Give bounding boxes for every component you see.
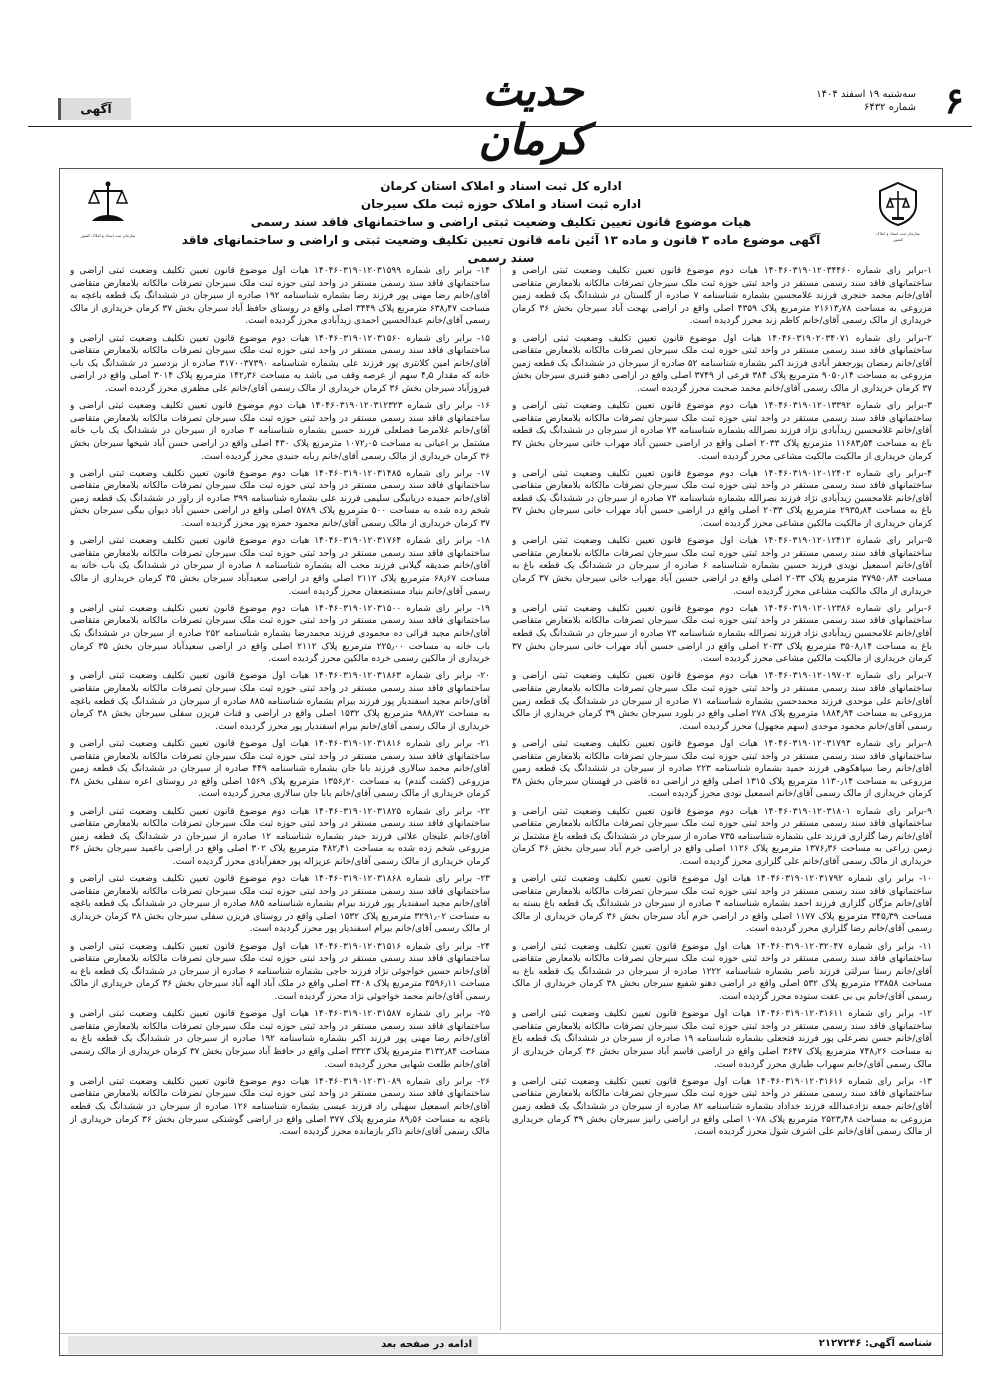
notice-title-1: اداره کل ثبت اسناد و املاک استان کرمان: [380, 179, 622, 193]
notice-entry: ۲-برابر رای شماره ۱۴۰۴۶۰۳۱۹۰۲۰۳۴۰۷۱ هیات اول موضوع قانون تعیین تکلیف وضعیت ثبتی اراضی و ساختمانهای فاقد سند رسمی مستقر در واحد ثبتی حوزه ثبت ملک سیرجان تصرفات مالکانه بلامعارض متقاضی آقای/خانم رمضان پورجعفر آبادی فرزند اکبر بشماره شناسنامه ۵۲ صادره از سیرجان در ششدانگ یک قطعه زمین مزروعی به مساحت ۹۰۵۰٫۱۴ مترمربع پلاک ۳۸۴ فرعی از ۳۷۴۹ اصلی واقع در اراضی دهنو قنبری سیرجان بخش ۳۷ کرمان خریداری از مالک رسمی آقای/خانم محمد صحبت محرز گردیده است.: [512, 333, 932, 394]
notice-columns: [70, 265, 932, 1330]
registry-emblem-left: [78, 179, 138, 245]
section-tag: آگهی: [58, 98, 131, 120]
notice-entry: ۲۲- برابر رای شماره ۱۴۰۴۶۰۳۱۹۰۱۲۰۳۱۸۲۵ هیات دوم موضوع قانون تعیین تکلیف وضعیت ثبتی اراضی و ساختمانهای فاقد سند رسمی مستقر در واحد ثبتی حوزه ثبت ملک سیرجان تصرفات مالکانه بلامعارض متقاضی آقای/خانم علیجان علائی فرزند حیدر بشماره شناسنامه ۱۲ صادره از سیرجان در ششدانگ یک قطعه زمین مزروعی شخم زده شده به مساحت ۴۸۲٫۴۱ مترمربع پلاک ۳۰۲ اصلی واقع در اراضی باغمید سیرجان بخش ۳۶ کرمان خریداری از مالک رسمی آقای/خانم عزیزاله پور جعفرآبادی محرز گردیده است.: [70, 806, 490, 867]
notice-entry: ۲۰- برابر رای شماره ۱۴۰۴۶۰۳۱۹۰۱۲۰۳۱۸۶۳ هیات اول موضوع قانون تعیین تکلیف وضعیت ثبتی اراضی و ساختمانهای فاقد سند رسمی مستقر در واحد ثبتی حوزه ثبت ملک سیرجان تصرفات مالکانه بلامعارض متقاضی آقای/خانم مجید اسفندیار پور فرزند بیرام بشماره شناسنامه ۸۸۵ صادره از سیرجان در ششدانگ یک قطعه باغچه به مساحت ۹۸۸٫۷۲ مترمربع پلاک ۱۵۳۲ اصلی واقع در اراضی و قنات فریزن سفلی سیرجان بخش ۳۸ کرمان خریداری از مالک رسمی آقای/خانم بیرام اسفندیار پور محرز گردیده است.: [70, 671, 490, 732]
newspaper-logo: حدیث کرمان: [478, 66, 588, 164]
issue-date: سه‌شنبه ۱۹ اسفند ۱۴۰۴: [816, 89, 916, 100]
notice-entry: ۱۶- برابر رای شماره ۱۴۰۴۶۰۳۱۹۰۱۲۰۳۱۲۳۲۳ هیات دوم موضوع قانون تعیین تکلیف وضعیت ثبتی اراضی و ساختمانهای فاقد سند رسمی مستقر در واحد ثبتی حوزه ثبت ملک سیرجان تصرفات مالکانه بلامعارض متقاضی آقای/خانم غلامرضا فضلعلی فرزند حسین بشماره شناسنامه ۳ صادره از سیرجان در ششدانگ یک باب خانه مشتمل بر اعیانی به مساحت ۱۰۷۲٫۰۵ مترمربع پلاک ۴۳۰ اصلی واقع در اراضی حسن آباد شیخها سیرجان بخش ۳۶ کرمان خریداری از مالک رسمی آقای/خانم ربابه جنیدی محرز گردیده است.: [70, 401, 490, 462]
notice-entry: ۱۲- برابر رای شماره ۱۴۰۴۶۰۳۱۹۰۱۲۰۳۱۶۱۱ هیات اول موضوع قانون تعیین تکلیف وضعیت ثبتی اراضی و ساختمانهای فاقد سند رسمی مستقر در واحد ثبتی حوزه ثبت ملک سیرجان تصرفات مالکانه بلامعارض متقاضی آقای/خانم حسن نصرعلی پور فرزند فتحعلی بشماره شناسنامه ۱۹ صادره از سیرجان در ششدانگ یک قطعه باغ به مساحت ۷۴۸٫۲۶ مترمربع پلاک ۳۶۴۷ اصلی واقع در اراضی قاسم آباد سیرجان بخش ۳۶ کرمان خریداری از مالک رسمی آقای/خانم سهراب طیاری محرز گردیده است.: [512, 1009, 932, 1070]
notice-entry: ۱۳- برابر رای شماره ۱۴۰۴۶۰۳۱۹۰۱۲۰۳۱۶۱۶ هیات اول موضوع قانون تعیین تکلیف وضعیت ثبتی اراضی و ساختمانهای فاقد سند رسمی مستقر در واحد ثبتی حوزه ثبت ملک سیرجان تصرفات مالکانه بلامعارض متقاضی آقای/خانم جمعه نژادعبدالله فرزند خداداد بشماره شناسنامه ۸۲ صادره از سیرجان در ششدانگ یک قطعه زمین مزروعی به مساحت ۲۵۲۳٫۴۸ مترمربع پلاک ۱۰۷۸ اصلی واقع در اراضی رانیز سیرجان بخش ۳۹ کرمان خریداری از مالک رسمی آقای/خانم علی اشرف شول محرز گردیده است.: [512, 1076, 932, 1138]
notice-column-right: [512, 265, 932, 1330]
notice-entry: ۲۶- برابر رای شماره ۱۴۰۴۶۰۳۱۹۰۱۲۰۳۱۰۸۹ هیات دوم موضوع قانون تعیین تکلیف وضعیت ثبتی اراضی و ساختمانهای فاقد سند رسمی مستقر در واحد ثبتی حوزه ثبت ملک سیرجان تصرفات مالکانه بلامعارض متقاضی آقای/خانم اسمعیل سهیلی راد فرزند عیسی بشماره شناسنامه ۱۲۶ صادره از سیرجان در ششدانگ یک قطعه باغچه به مساحت ۸۹٫۵۶ مترمربع پلاک ۳۷۷ اصلی واقع در اراضی گوشتکی سیرجان بخش ۳۶ کرمان خریداری از مالک رسمی آقای/خانم ذاکر بازمانده محرز گردیده است.: [70, 1076, 490, 1138]
notice-footer: [60, 1333, 942, 1356]
notice-entry: ۶-برابر رای شماره ۱۴۰۴۶۰۳۱۹۰۱۲۰۱۲۳۸۶ هیات دوم موضوع قانون تعیین تکلیف وضعیت ثبتی اراضی و ساختمانهای فاقد سند رسمی مستقر در واحد ثبتی حوزه ثبت ملک سیرجان تصرفات مالکانه بلامعارض متقاضی آقای/خانم غلامحسین زیدآبادی نژاد فرزند نصرالله بشماره شناسنامه ۷۳ صادره از سیرجان در ششدانگ یک قطعه باغ به مساحت ۳۵۰۸٫۱۴ مترمربع پلاک ۲۰۳۳ اصلی واقع در اراضی حسین آباد مهراب خانی سیرجان بخش ۳۷ کرمان خریداری از مالکیت مالکین مشاعی محرز گردیده است.: [512, 603, 932, 665]
notice-entry: ۱۸- برابر رای شماره ۱۴۰۴۶۰۳۱۹۰۱۲۰۳۱۷۶۴ هیات دوم موضوع قانون تعیین تکلیف وضعیت ثبتی اراضی و ساختمانهای فاقد سند رسمی مستقر در واحد ثبتی حوزه ثبت ملک سیرجان تصرفات مالکانه بلامعارض متقاضی آقای/خانم صدیقه گیلانی فرزند محب اله بشماره شناسنامه ۸ صادره از سیرجان در ششدانگ یک باب خانه به مساحت ۶۸٫۶۷ مترمربع پلاک ۲۱۱۲ اصلی واقع در اراضی سعیدآباد سیرجان بخش ۳۵ کرمان خریداری از مالک رسمی آقای/خانم بنیاد مستضعفان محرز گردیده است.: [70, 536, 490, 597]
notice-header: [60, 169, 942, 265]
issue-info: [816, 88, 916, 114]
notice-title-3: هیات موضوع قانون تعیین تکلیف وضعیت ثبتی اراضی و ساختمانهای فاقد سند رسمی: [250, 215, 752, 229]
notice-entry: ۷-برابر رای شماره ۱۴۰۴۶۰۳۱۹۰۱۲۰۱۹۷۰۲ هیات دوم موضوع قانون تعیین تکلیف وضعیت ثبتی اراضی و ساختمانهای فاقد سند رسمی مستقر در واحد ثبتی حوزه ثبت ملک سیرجان تصرفات مالکانه بلامعارض متقاضی آقای/خانم علی موحدی فرزند محمدحسن بشماره شناسنامه ۷۱ صادره از سیرجان در ششدانگ یک قطعه زمین مزروعی به مساحت ۱۸۸۴٫۹۴ مترمربع پلاک ۲۷۸ اصلی واقع در بلورد سیرجان بخش ۳۹ کرمان خریداری از مالک رسمی آقای/خانم محمود موحدی (سهم مجهول) محرز گردیده است.: [512, 671, 932, 732]
page-header: [28, 62, 972, 164]
column-divider: [500, 265, 501, 1330]
notice-id: شناسه آگهی: ۲۱۲۷۲۴۶: [818, 1338, 932, 1349]
notice-entry: ۱۱- برابر رای شماره ۱۴۰۴۶۰۳۱۹۰۱۲۰۳۲۰۴۷ هیات اول موضوع قانون تعیین تکلیف وضعیت ثبتی اراضی و ساختمانهای فاقد سند رسمی مستقر در واحد ثبتی حوزه ثبت ملک سیرجان تصرفات مالکانه بلامعارض متقاضی آقای/خانم رستا سرلتی فرزند ناصر بشماره شناسنامه ۱۲۲۲ صادره از سیرجان در ششدانگ یک قطعه باغ به مساحت ۲۳۸۵۸ مترمربع پلاک ۵۳۲ اصلی واقع در اراضی دهنو شفیع سیرجان بخش ۳۸ کرمان خریداری از مالک رسمی آقای/خانم بی بی عفت ستوده محرز گردیده است.: [512, 941, 932, 1002]
notice-entry: ۲۴- برابر رای شماره ۱۴۰۴۶۰۳۱۹۰۱۲۰۳۱۵۱۶ هیات اول موضوع قانون تعیین تکلیف وضعیت ثبتی اراضی و ساختمانهای فاقد سند رسمی مستقر در واحد ثبتی حوزه ثبت ملک سیرجان تصرفات مالکانه بلامعارض متقاضی آقای/خانم حسین خواجوئی نژاد فرزند حاجی بشماره شناسنامه ۶ صادره از سیرجان در ششدانگ یک قطعه باغ به مساحت ۳۵۹۶٫۱۱ مترمربع پلاک ۳۴۰۸ اصلی واقع در ملک آباد الهه آباد سیرجان بخش ۳۶ کرمان خریداری از مالک رسمی آقای/خانم محمد خواجوئی نژاد محرز گردیده است.: [70, 941, 490, 1002]
notice-entry: ۹-برابر رای شماره ۱۴۰۴۶۰۳۱۹۰۱۲۰۳۱۸۰۱ هیات دوم موضوع قانون تعیین تکلیف وضعیت ثبتی اراضی و ساختمانهای فاقد سند رسمی مستقر در واحد ثبتی حوزه ثبت ملک سیرجان تصرفات مالکانه بلامعارض متقاضی آقای/خانم رضا گلزاری فرزند علی بشماره شناسنامه ۷۳۵ صادره از سیرجان در ششدانگ یک قطعه باغ مشتمل بر زمین زراعی به مساحت ۱۳۷۶٫۳۶ مترمربع پلاک ۱۱۲۶ اصلی واقع در اراضی خرم آباد سیرجان بخش ۳۶ کرمان خریداری از مالک رسمی آقای/خانم علی گلزاری محرز گردیده است.: [512, 806, 932, 867]
notice-entry: ۱-برابر رای شماره ۱۴۰۴۶۰۳۱۹۰۱۲۰۳۴۴۶۰ هیات دوم موضوع قانون تعیین تکلیف وضعیت ثبتی اراضی و ساختمانهای فاقد سند رسمی مستقر در واحد ثبتی حوزه ثبت ملک سیرجان تصرفات مالکانه بلامعارض متقاضی آقای/خانم محمد خنجری فرزند غلامحسین بشماره شناسنامه ۷ صادره از گلستان در ششدانگ یک قطعه زمین مزروعی به مساحت ۲۱۶۱۳٫۷۸ مترمربع پلاک ۴۳۵۹ اصلی واقع در اراضی بهجت آباد سیرجان بخش ۳۶ کرمان خریداری از مالک رسمی آقای/خانم کاظم زند محرز گردیده است.: [512, 266, 932, 327]
notice-entry: ۳-برابر رای شماره ۱۴۰۴۶۰۳۱۹۰۱۲۰۱۳۳۹۲ هیات دوم موضوع قانون تعیین تکلیف وضعیت ثبتی اراضی و ساختمانهای فاقد سند رسمی مستقر در واحد ثبتی حوزه ثبت ملک سیرجان تصرفات مالکانه بلامعارض متقاضی آقای/خانم غلامحسین زیدآبادی نژاد فرزند نصرالله بشماره شناسنامه ۷۳ صادره از سیرجان در ششدانگ یک قطعه باغ به مساحت ۱۱۶۸۳٫۵۴ مترمربع پلاک ۲۰۳۳ اصلی واقع در اراضی حسین آباد مهراب خانی سیرجان بخش ۳۷ کرمان خریداری از مالکیت مالکیت مشاعی محرز گردیده است.: [512, 401, 932, 462]
header-rule: [28, 126, 972, 127]
notice-entry: ۵-برابر رای شماره ۱۴۰۴۶۰۳۱۹۰۱۲۰۱۲۴۱۲ هیات اول موضوع قانون تعیین تکلیف وضعیت ثبتی اراضی و ساختمانهای فاقد سند رسمی مستقر در واحد ثبتی حوزه ثبت ملک سیرجان تصرفات مالکانه بلامعارض متقاضی آقای/خانم اسمعیل نویدی فرزند حسین بشماره شناسنامه ۶ صادره از سیرجان در ششدانگ یک قطعه باغ به مساحت ۳۷۹۵۰٫۸۴ مترمربع پلاک ۲۰۳۳ اصلی واقع در اراضی حسین آباد مهراب خانی سیرجان بخش ۳۷ کرمان خریداری از مالک مالکیت مشاعی محرز گردیده است.: [512, 536, 932, 597]
notice-entry: ۱۰- برابر رای شماره ۱۴۰۴۶۰۳۱۹۰۱۲۰۳۱۷۹۲ هیات اول موضوع قانون تعیین تکلیف وضعیت ثبتی اراضی و ساختمانهای فاقد سند رسمی مستقر در واحد ثبتی حوزه ثبت ملک سیرجان تصرفات مالکانه بلامعارض متقاضی آقای/خانم مژگان گلزاری فرزند احمد بشماره شناسنامه ۳ صادره از سیرجان در ششدانگ یک قطعه باغ بسته به مساحت ۳۴۵٫۳۹ مترمربع پلاک ۱۱۷۷ اصلی واقع در اراضی خرم آباد سیرجان بخش ۳۶ کرمان خریداری از مالک رسمی آقای/خانم رضا گلزاری محرز گردیده است.: [512, 874, 932, 935]
notice-entry: ۲۵- برابر رای شماره ۱۴۰۴۶۰۳۱۹۰۱۲۰۳۱۵۸۷ هیات اول موضوع قانون تعیین تکلیف وضعیت ثبتی اراضی و ساختمانهای فاقد سند رسمی مستقر در واحد ثبتی حوزه ثبت ملک سیرجان تصرفات مالکانه بلامعارض متقاضی آقای/خانم رضا مهنی پور فرزند اکبر بشماره شناسنامه ۱۹۲ صادره از سیرجان در ششدانگ یک قطعه باغ به مساحت ۳۱۳۲٫۸۴ مترمربع پلاک ۳۳۲۳ اصلی واقع در حافظ آباد سیرجان بخش ۳۷ کرمان خریداری از مالک رسمی آقای/خانم طلعت شهابی محرز گردیده است.: [70, 1009, 490, 1070]
notice-box: [59, 168, 943, 1356]
registry-emblem-icon: [876, 181, 920, 227]
notice-entry: ۱۵- برابر رای شماره ۱۴۰۴۶۰۳۱۹۰۱۲۰۳۱۵۶۰ هیات دوم موضوع قانون تعیین تکلیف وضعیت ثبتی اراضی و ساختمانهای فاقد سند رسمی مستقر در واحد ثبتی حوزه ثبت ملک سیرجان تصرفات مالکانه بلامعارض متقاضی آقای/خانم امین کلانتری پور فرزند علی بشماره شناسنامه ۳۱۷۰۰۳۷۳۹۰ صادره از بردسیر در ششدانگ یک باب خانه که مقدار ۴٫۵ سهم از عرصه وقف می باشد به مساحت ۱۴۲٫۳۶ مترمربع پلاک ۳۰۱۴ اصلی واقع در اراضی فیروزآباد سیرجان بخش ۳۶ کرمان خریداری از مالک رسمی آقای/خانم علی مظفری محرز گردیده است.: [70, 333, 490, 394]
notice-entry: ۲۱- برابر رای شماره ۱۴۰۴۶۰۳۱۹۰۱۲۰۳۱۸۱۶ هیات اول موضوع قانون تعیین تکلیف وضعیت ثبتی اراضی و ساختمانهای فاقد سند رسمی مستقر در واحد ثبتی حوزه ثبت ملک سیرجان تصرفات مالکانه بلامعارض متقاضی آقای/خانم محمد سالاری فرزند بابا جان بشماره شناسنامه ۴۴۹ صادره از سیرجان در ششدانگ یک قطعه زمین مزروعی (کشت گندم) به مساحت ۱۳۵۶٫۲۰ مترمربع پلاک ۱۵۶۹ اصلی واقع در روستای اعره سفلی بخش ۳۸ کرمان خریداری از مالک رسمی آقای/خانم بابا جان سالاری محرز گردیده است.: [70, 738, 490, 800]
continued-label: ادامه در صفحه بعد: [68, 1336, 478, 1354]
notice-column-left: [70, 265, 490, 1330]
registry-emblem-caption-left: سازمان ثبت اسناد و املاک کشور: [80, 233, 136, 238]
issue-number: شماره ۶۴۳۲: [864, 102, 916, 113]
registry-emblem-right: [872, 181, 924, 241]
page-number: ۶: [944, 80, 964, 122]
justice-scales-icon: [84, 179, 132, 229]
notice-entry: ۸-برابر رای شماره ۱۴۰۴۶۰۳۱۹۰۱۲۰۳۱۷۹۳ هیات اول موضوع قانون تعیین تکلیف وضعیت ثبتی اراضی و ساختمانهای فاقد سند رسمی مستقر در واحد ثبتی حوزه ثبت ملک سیرجان تصرفات مالکانه بلامعارض متقاضی آقای/خانم رضا سپاهکوهی فرزند حمید بشماره شناسنامه ۲۲۳ صادره از سیرجان در ششدانگ یک قطعه زمین مزروعی به مساحت ۱۱۳۰٫۱۴ مترمربع پلاک ۱۳۱۵ اصلی واقع در اراضی ده قاضی در قهستان سیرجان بخش ۳۸ کرمان خریداری از مالک رسمی آقای/خانم اسمعیل نودی محرز گردیده است.: [512, 738, 932, 800]
registry-emblem-caption-right: سازمان ثبت اسناد و املاک کشور: [876, 231, 920, 242]
notice-entry: ۱۴- برابر رای شماره ۱۴۰۴۶۰۳۱۹۰۱۲۰۳۱۵۹۹ هیات اول موضوع قانون تعیین تکلیف وضعیت ثبتی اراضی و ساختمانهای فاقد سند رسمی مستقر در واحد ثبتی حوزه ثبت ملک سیرجان تصرفات مالکانه بلامعارض متقاضی آقای/خانم رضا مهنی پور فرزند رضا بشماره شناسنامه ۱۹۲ صادره از سیرجان در ششدانگ یک قطعه باغچه به مساحت ۶۳۸٫۴۷ مترمربع پلاک ۳۴۴۹ اصلی واقع در روستای حافظ آباد سیرجان بخش ۳۷ کرمان خریداری از مالک رسمی آقای/خانم عبدالحسین احمدی زیدآبادی محرز گردیده است.: [70, 266, 490, 327]
notice-titles: [170, 177, 832, 267]
notice-entry: ۱۹- برابر رای شماره ۱۴۰۴۶۰۳۱۹۰۱۲۰۳۱۵۰۰ هیات دوم موضوع قانون تعیین تکلیف وضعیت ثبتی اراضی و ساختمانهای فاقد سند رسمی مستقر در واحد ثبتی حوزه ثبت ملک سیرجان تصرفات مالکانه بلامعارض متقاضی آقای/خانم مجید قرائی ده محمودی فرزند محمدرضا بشماره شناسنامه ۲۵۲ صادره از سیرجان در ششدانگ یک باب خانه به مساحت ۲۲۵٫۰۰ مترمربع پلاک ۲۱۱۲ اصلی واقع در اراضی سعیدآباد سیرجان بخش ۳۵ کرمان خریداری از مالکین رسمی خرده مالکین محرز گردیده است.: [70, 603, 490, 665]
notice-title-2: اداره ثبت اسناد و املاک حوزه ثبت ملک سیرجان: [360, 197, 642, 211]
notice-title-4: آگهی موضوع ماده ۳ قانون و ماده ۱۳ آئین نامه قانون تعیین تکلیف وضعیت ثبتی و اراضی و ساختمانهای فاقد سند رسمی: [181, 233, 821, 265]
notice-entry: ۲۳- برابر رای شماره ۱۴۰۴۶۰۳۱۹۰۱۲۰۳۱۸۶۸ هیات دوم موضوع قانون تعیین تکلیف وضعیت ثبتی اراضی و ساختمانهای فاقد سند رسمی مستقر در واحد ثبتی حوزه ثبت ملک سیرجان تصرفات مالکانه بلامعارض متقاضی آقای/خانم مجید اسفندیار پور فرزند بیرام بشماره شناسنامه ۸۸۵ صادره از سیرجان در ششدانگ یک قطعه باغچه به مساحت ۳۲۹۱٫۰۲ مترمربع پلاک ۱۵۳۲ اصلی واقع در روستای فریزن سفلی سیرجان بخش ۳۸ کرمان خریداری از مالک رسمی آقای/خانم بیرام اسفندیار پور محرز گردیده است.: [70, 874, 490, 935]
notice-entry: ۴-برابر رای شماره ۱۴۰۴۶۰۳۱۹۰۱۲۰۱۲۴۰۲ هیات دوم موضوع قانون تعیین تکلیف وضعیت ثبتی اراضی و ساختمانهای فاقد سند رسمی مستقر در واحد ثبتی حوزه ثبت ملک سیرجان تصرفات مالکانه بلامعارض متقاضی آقای/خانم غلامحسین زیدآبادی نژاد فرزند نصرالله بشماره شناسنامه ۷۳ صادره از سیرجان در ششدانگ یک قطعه باغ به مساحت ۲۹۳۵٫۸۴ مترمربع پلاک ۲۰۳۳ اصلی واقع در اراضی حسین آباد مهراب خانی سیرجان بخش ۳۷ کرمان خریداری از مالکیت مالکین مشاعی محرز گردیده است.: [512, 468, 932, 530]
notice-entry: ۱۷- برابر رای شماره ۱۴۰۴۶۰۳۱۹۰۱۲۰۳۱۴۸۵ هیات دوم موضوع قانون تعیین تکلیف وضعیت ثبتی اراضی و ساختمانهای فاقد سند رسمی مستقر در واحد ثبتی حوزه ثبت ملک سیرجان تصرفات مالکانه بلامعارض متقاضی آقای/خانم حمیده دریابیگی سلیمی فرزند علی بشماره شناسنامه ۳۹۹ صادره از راور در ششدانگ یک قطعه زمین شخم زده شده به مساحت ۵۰۰ مترمربع پلاک ۵۷۸۹ اصلی واقع در اراضی حسین آباد دیوان بیگی سیرجان بخش ۳۷ کرمان خریداری از مالک رسمی آقای/خانم محمود حمزه پور محرز گردیده است.: [70, 468, 490, 530]
